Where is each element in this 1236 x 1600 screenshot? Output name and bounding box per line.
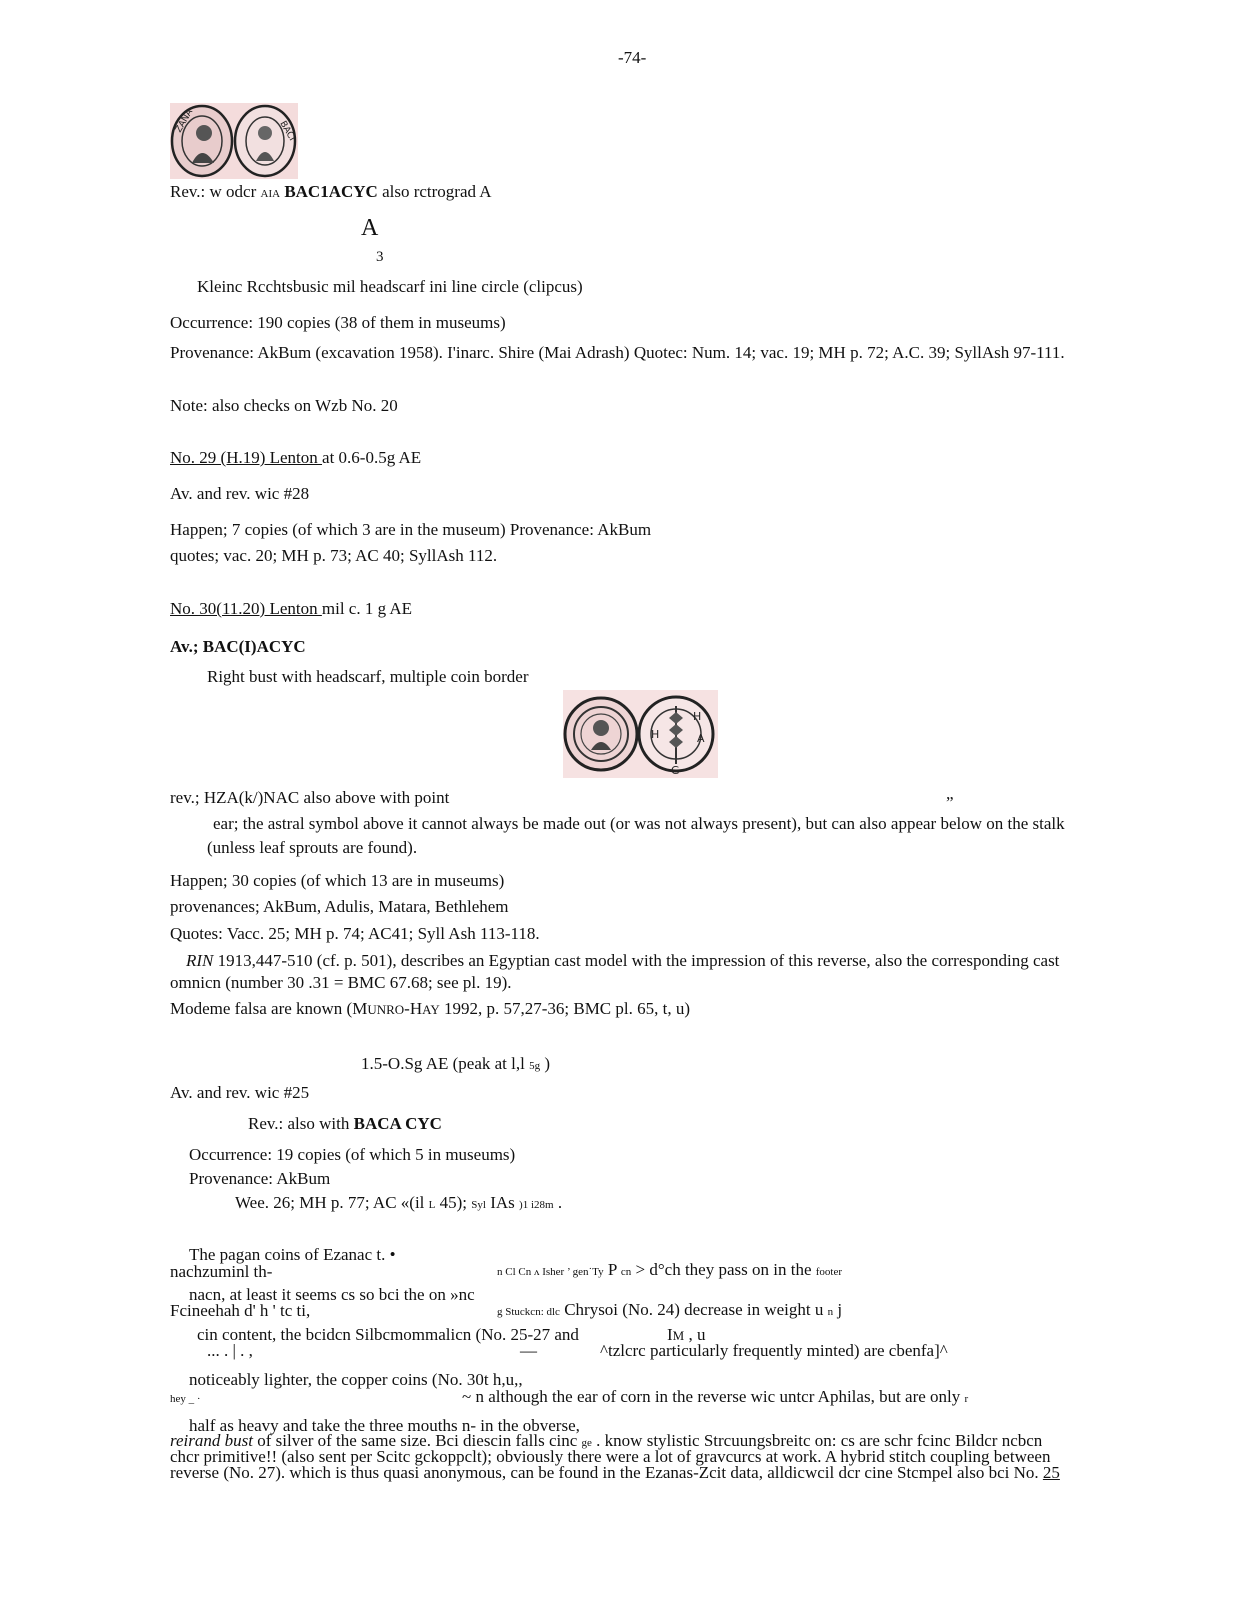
av-no30: Av.; BAC(I)ACYC	[170, 637, 306, 656]
footer-line-9: half as heavy and take the three mouths n- in the obverse,	[189, 1416, 580, 1435]
footer-2c: P	[603, 1260, 621, 1279]
rin-journal: RIN	[186, 951, 214, 970]
footer-small-8a: hey _ ·	[170, 1393, 201, 1405]
rev-suffix: also rctrograd A	[377, 182, 492, 201]
footer-line-11: chcr primitive!! (also sent per Scitc gckoppclt); obviously there were a lot of gravcurcs at work. A hybrid stitch coupling between	[170, 1447, 1051, 1466]
rev-no31	[248, 1114, 442, 1134]
footer-2e: > d°ch they pass on in the	[631, 1260, 816, 1279]
rev-no30: rev.; HZA(k/)NAC also above with point	[170, 788, 450, 807]
footer-line-7: noticeably lighter, the copper coins (No. 30t h,u,,	[189, 1370, 523, 1389]
occurrence-no31: Occurrence: 19 copies (of which 5 in museums)	[189, 1145, 516, 1164]
footer-12a: reverse (No. 27). which is thus quasi anonymous, can be found in the Ezanas-Zcit data, alldicwcil dcr cine Stcmpel also bci No.	[170, 1463, 1043, 1482]
coin-image-no28	[170, 103, 298, 179]
page-number: -74-	[618, 48, 647, 67]
provenances-no30: provenances; AkBum, Adulis, Matara, Bethlehem	[170, 897, 509, 916]
footer-small-2b: n Cl Cn ʌ Isher ’ gen˙Ty	[497, 1266, 604, 1278]
footer-5c: , u	[684, 1325, 706, 1344]
modeme-c: 1992, p. 57,27-36; BMC pl. 65, t, u)	[439, 999, 691, 1018]
note-no28: Note: also checks on Wzb No. 20	[170, 396, 398, 415]
footer-small-2f: footer	[815, 1266, 843, 1278]
weight-end: )	[540, 1054, 551, 1073]
footer-line-5a: cin content, the bcidcn Silbcmommalicn (No. 25-27 and	[197, 1325, 579, 1344]
footer-italic-10a: reirand bust	[170, 1431, 253, 1450]
wee-line	[235, 1193, 562, 1215]
rev-prefix: Rev.: w odcr	[170, 182, 261, 201]
footer-10d: . know stylistic Strcuungsbreitc on: cs are schr fcinc Bildcr ncbcn	[591, 1431, 1043, 1450]
coin-reverse-drawing	[639, 697, 713, 777]
wee-d: .	[553, 1193, 563, 1212]
rev-no31-prefix: Rev.: also with	[248, 1114, 354, 1133]
ear-description: ear; the astral symbol above it cannot always be made out (or was not always present), but can also appear below on the stalk (unless leaf sprouts are found).	[207, 814, 1065, 857]
modeme-b: -H	[404, 999, 423, 1018]
footer-line-6c: ^tzlcrc particularly frequently minted) are cbenfa]^	[600, 1341, 948, 1360]
av-no31: Av. and rev. wic #25	[170, 1083, 310, 1102]
footer-line-4b	[497, 1300, 842, 1322]
footer-small-2d: cn	[620, 1266, 632, 1278]
rev-line-no28	[170, 182, 492, 204]
footer-small-4b: g Stuckcn: dlc	[497, 1306, 560, 1318]
rin-text: 1913,447-510 (cf. p. 501), describes an Egyptian cast model with the impression of this reverse, also the corresponding cast omnicn (number 30 .31 = BMC 67.68; see pl. 19).	[170, 951, 1060, 992]
bust-no30: Right bust with headscarf, multiple coin border	[207, 667, 529, 686]
weight-no31	[361, 1054, 550, 1076]
footer-line-3: nacn, at least it seems cs so bci the on »nc	[189, 1285, 475, 1304]
quotes-no29: quotes; vac. 20; MH p. 73; AC 40; SyllAsh 112.	[170, 546, 498, 565]
weight-text: 1.5-O.Sg AE (peak at l,l	[361, 1054, 530, 1073]
svg-text:A: A	[697, 732, 705, 745]
wee-b: 45);	[435, 1193, 472, 1212]
kleine-line: Kleinc Rcchtsbusic mil headscarf ini line circle (clipcus)	[197, 277, 583, 296]
rin-paragraph	[170, 950, 1110, 994]
occurrence-no28: Occurrence: 190 copies (38 of them in museums)	[170, 313, 506, 332]
heading-no29-label: No. 29 (H.19) Lenton	[170, 448, 323, 467]
footer-line-4a: Fcineehah d' h ' tc ti,	[170, 1301, 311, 1320]
provenance-no28: Provenance: AkBum (excavation 1958). I'inarc. Shire (Mai Adrash) Quotec: Num. 14; vac. 19; MH p. 72; A.C. 39; SyllAsh 97-111.	[170, 343, 1065, 362]
coin-obverse-drawing	[565, 698, 637, 770]
svg-text:H: H	[693, 710, 702, 723]
svg-text:G: G	[671, 764, 680, 777]
footer-4c: Chrysoi (No. 24) decrease in weight u	[559, 1300, 828, 1319]
footer-small-10c: ge	[581, 1437, 592, 1449]
footer-line-6b: —	[520, 1341, 537, 1360]
footer-line-2a: nachzuminl th-	[170, 1262, 273, 1281]
wee-small2: Syl	[471, 1199, 486, 1211]
modeme-a: Modeme falsa are known (M	[170, 999, 368, 1018]
footer-line-8	[170, 1387, 201, 1409]
av-no29: Av. and rev. wic #28	[170, 484, 310, 503]
heading-no29	[170, 448, 421, 468]
footer-4e: j	[833, 1300, 843, 1319]
wee-small1: L	[428, 1199, 436, 1211]
footer-line-8b	[462, 1387, 968, 1409]
coin-obverse-drawing	[172, 106, 232, 176]
footer-small-4d: n	[827, 1306, 834, 1318]
big-letter-a: A	[361, 215, 379, 241]
quote-mark: „	[946, 784, 954, 803]
footer-small-8c: r	[964, 1393, 969, 1405]
heading-no30-weight: mil c. 1 g AE	[321, 599, 413, 618]
weight-small: 5g	[529, 1060, 541, 1072]
heading-no29-weight: at 0.6-0.5g AE	[322, 448, 422, 467]
subscript-3: 3	[376, 249, 384, 265]
svg-text:H: H	[651, 728, 660, 741]
footer-5b: I	[667, 1325, 673, 1344]
modeme-smallcaps: UNRO	[367, 1002, 405, 1017]
footer-5b-sc: M	[672, 1328, 685, 1343]
footer-line-1: The pagan coins of Ezanac t. •	[189, 1245, 396, 1264]
modeme-line	[170, 999, 690, 1020]
happen-no30: Happen; 30 copies (of which 13 are in museums)	[170, 871, 505, 890]
footer-line-12	[170, 1465, 1060, 1481]
provenance-no31: Provenance: AkBum	[189, 1169, 331, 1188]
quotes-no30: Quotes: Vacc. 25; MH p. 74; AC41; Syll Ash 113-118.	[170, 924, 540, 943]
coin-reverse-drawing	[235, 106, 297, 176]
footer-10b: of silver of the same size. Bci diescin falls cinc	[252, 1431, 582, 1450]
footer-line-6a: ... . | . ,	[207, 1341, 253, 1360]
footer-line-2b	[497, 1260, 842, 1282]
happen-no29: Happen; 7 copies (of which 3 are in the museum) Provenance: AkBum	[170, 520, 652, 539]
footer-12b-link: 25	[1042, 1463, 1060, 1482]
coin-image-no30	[563, 690, 718, 778]
rev-small-text: AIA	[260, 188, 281, 200]
rev-no31-legend: BACA CYC	[353, 1114, 442, 1133]
wee-small3: )1 i28m	[519, 1199, 554, 1211]
svg-text:BACI: BACI	[277, 119, 297, 143]
heading-no30	[170, 599, 412, 619]
wee-a: Wee. 26; MH p. 77; AC «(il	[235, 1193, 429, 1212]
footer-8b: ~ n although the ear of corn in the reverse wic untcr Aphilas, but are only	[462, 1387, 965, 1406]
modeme-smallcaps2: AY	[422, 1002, 440, 1017]
wee-c: IAs	[485, 1193, 520, 1212]
svg-text:ZANA: ZANA	[173, 107, 196, 135]
rev-legend: BAC1ACYC	[284, 182, 378, 201]
heading-no30-label: No. 30(11.20) Lenton	[170, 599, 322, 618]
